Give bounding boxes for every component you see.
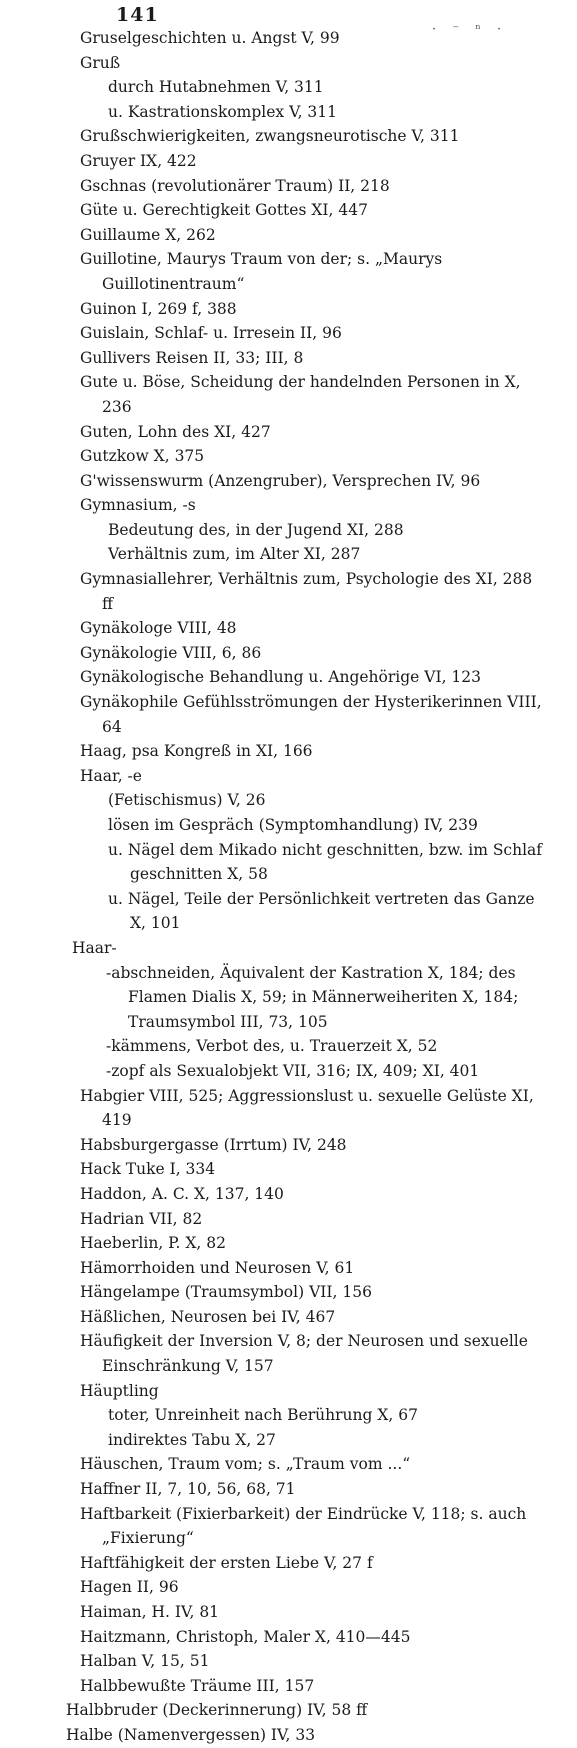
index-entry: Habsburgergasse (Irrtum) IV, 248 <box>80 1135 347 1154</box>
index-entry: Halbbewußte Träume III, 157 <box>80 1676 315 1695</box>
index-entry: Gymnasiallehrer, Verhältnis zum, Psychologie des XI, 288 ff <box>80 570 533 613</box>
index-entries <box>66 26 548 1748</box>
index-entry: Gynäkologische Behandlung u. Angehörige VI, 123 <box>80 668 482 687</box>
index-entry: Haeberlin, P. X, 82 <box>80 1234 226 1253</box>
index-entry: Haddon, A. C. X, 137, 140 <box>80 1184 284 1203</box>
index-entry: Gruß <box>80 53 121 72</box>
index-entry: Haag, psa Kongreß in XI, 166 <box>80 742 313 761</box>
index-entry: Häuptling <box>80 1381 159 1400</box>
index-entry: Gynäkologe VIII, 48 <box>80 619 237 638</box>
index-entry: Häßlichen, Neurosen bei IV, 467 <box>80 1307 336 1326</box>
index-entry: Gymnasium, -s <box>80 496 196 515</box>
index-entry: Guillotine, Maurys Traum von der; s. „Maurys Guillotinentraum“ <box>80 250 443 293</box>
index-entry: Habgier VIII, 525; Aggressionslust u. sexuelle Gelüste XI, 419 <box>80 1086 534 1130</box>
index-entry: Guislain, Schlaf- u. Irresein II, 96 <box>80 324 342 343</box>
index-entry: Häuschen, Traum vom; s. „Traum vom ...“ <box>80 1455 411 1474</box>
index-entry: Haiman, H. IV, 81 <box>80 1603 220 1621</box>
index-subentry: -kämmens, Verbot des, u. Trauerzeit X, 52 <box>106 1037 438 1056</box>
index-entry: Guinon I, 269 f, 388 <box>80 299 237 318</box>
index-entry: Hadrian VII, 82 <box>80 1209 203 1228</box>
index-entry: Gschnas (revolutionärer Traum) II, 218 <box>80 176 390 195</box>
index-entry: Gute u. Böse, Scheidung der handelnden Personen in X, 236 <box>80 373 521 416</box>
index-entry: Gruyer IX, 422 <box>80 151 197 170</box>
index-subentry: Bedeutung des, in der Jugend XI, 288 <box>108 520 404 539</box>
index-subentry: indirektes Tabu X, 27 <box>108 1430 276 1449</box>
index-entry: Haitzmann, Christoph, Maler X, 410—445 <box>80 1627 411 1646</box>
index-entry: Gutzkow X, 375 <box>80 447 205 466</box>
index-subentry: toter, Unreinheit nach Berührung X, 67 <box>108 1406 418 1425</box>
index-entry: Haar- <box>72 938 117 957</box>
index-entry: Gynäkophile Gefühlsströmungen der Hysterikerinnen VIII, 64 <box>80 693 542 736</box>
index-entry: Halbbruder (Deckerinnerung) IV, 58 ff <box>66 1701 368 1720</box>
index-entry: Haftbarkeit (Fixierbarkeit) der Eindrücke V, 118; s. auch „Fixierung“ <box>80 1504 527 1548</box>
index-subentry: u. Kastrationskomplex V, 311 <box>108 102 338 121</box>
index-subentry: (Fetischismus) V, 26 <box>108 791 266 810</box>
index-entry: Hagen II, 96 <box>80 1578 179 1597</box>
page-number: 141 <box>116 4 159 26</box>
index-entry: Grußschwierigkeiten, zwangsneurotische V, 311 <box>80 127 460 146</box>
index-entry: G'wissenswurm (Anzengruber), Versprechen IV, 96 <box>80 471 481 490</box>
index-subentry: Verhältnis zum, im Alter XI, 287 <box>108 545 361 564</box>
index-entry: Häufigkeit der Inversion V, 8; der Neurosen und sexuelle Einschränkung V, 157 <box>80 1332 528 1376</box>
index-entry: Haffner II, 7, 10, 56, 68, 71 <box>80 1480 296 1499</box>
index-subentry: u. Nägel dem Mikado nicht geschnitten, bzw. im Schlaf geschnitten X, 58 <box>108 840 543 884</box>
index-entry: Halban V, 15, 51 <box>80 1652 210 1671</box>
index-subentry: -abschneiden, Äquivalent der Kastration X, 184; des Flamen Dialis X, 59; in Männerweiheriten X, 184; Traumsymbol III, 73, 105 <box>106 963 519 1031</box>
index-entry: Guten, Lohn des XI, 427 <box>80 422 271 441</box>
index-entry: Güte u. Gerechtigkeit Gottes XI, 447 <box>80 201 368 220</box>
index-entry: Gruselgeschichten u. Angst V, 99 <box>80 29 340 47</box>
index-subentry: -zopf als Sexualobjekt VII, 316; IX, 409; XI, 401 <box>106 1061 480 1080</box>
index-subentry: lösen im Gespräch (Symptomhandlung) IV, 239 <box>108 816 478 834</box>
index-subentry: u. Nägel, Teile der Persönlichkeit vertreten das Ganze X, 101 <box>108 889 535 933</box>
index-entry: Haftfähigkeit der ersten Liebe V, 27 f <box>80 1553 373 1572</box>
index-subentry: durch Hutabnehmen V, 311 <box>108 78 324 97</box>
index-entry: Hack Tuke I, 334 <box>80 1160 216 1179</box>
index-entry: Haar, -e <box>80 766 142 785</box>
index-entry: Gynäkologie VIII, 6, 86 <box>80 643 262 662</box>
index-entry: Hämorrhoiden und Neurosen V, 61 <box>80 1258 355 1277</box>
index-entry: Halbe (Namenvergessen) IV, 33 <box>66 1725 316 1744</box>
index-entry: Guillaume X, 262 <box>80 225 216 244</box>
scan-marks: · ⁻ ⁿ · <box>432 22 508 37</box>
index-entry: Gullivers Reisen II, 33; III, 8 <box>80 348 304 367</box>
index-entry: Hängelampe (Traumsymbol) VII, 156 <box>80 1283 372 1302</box>
